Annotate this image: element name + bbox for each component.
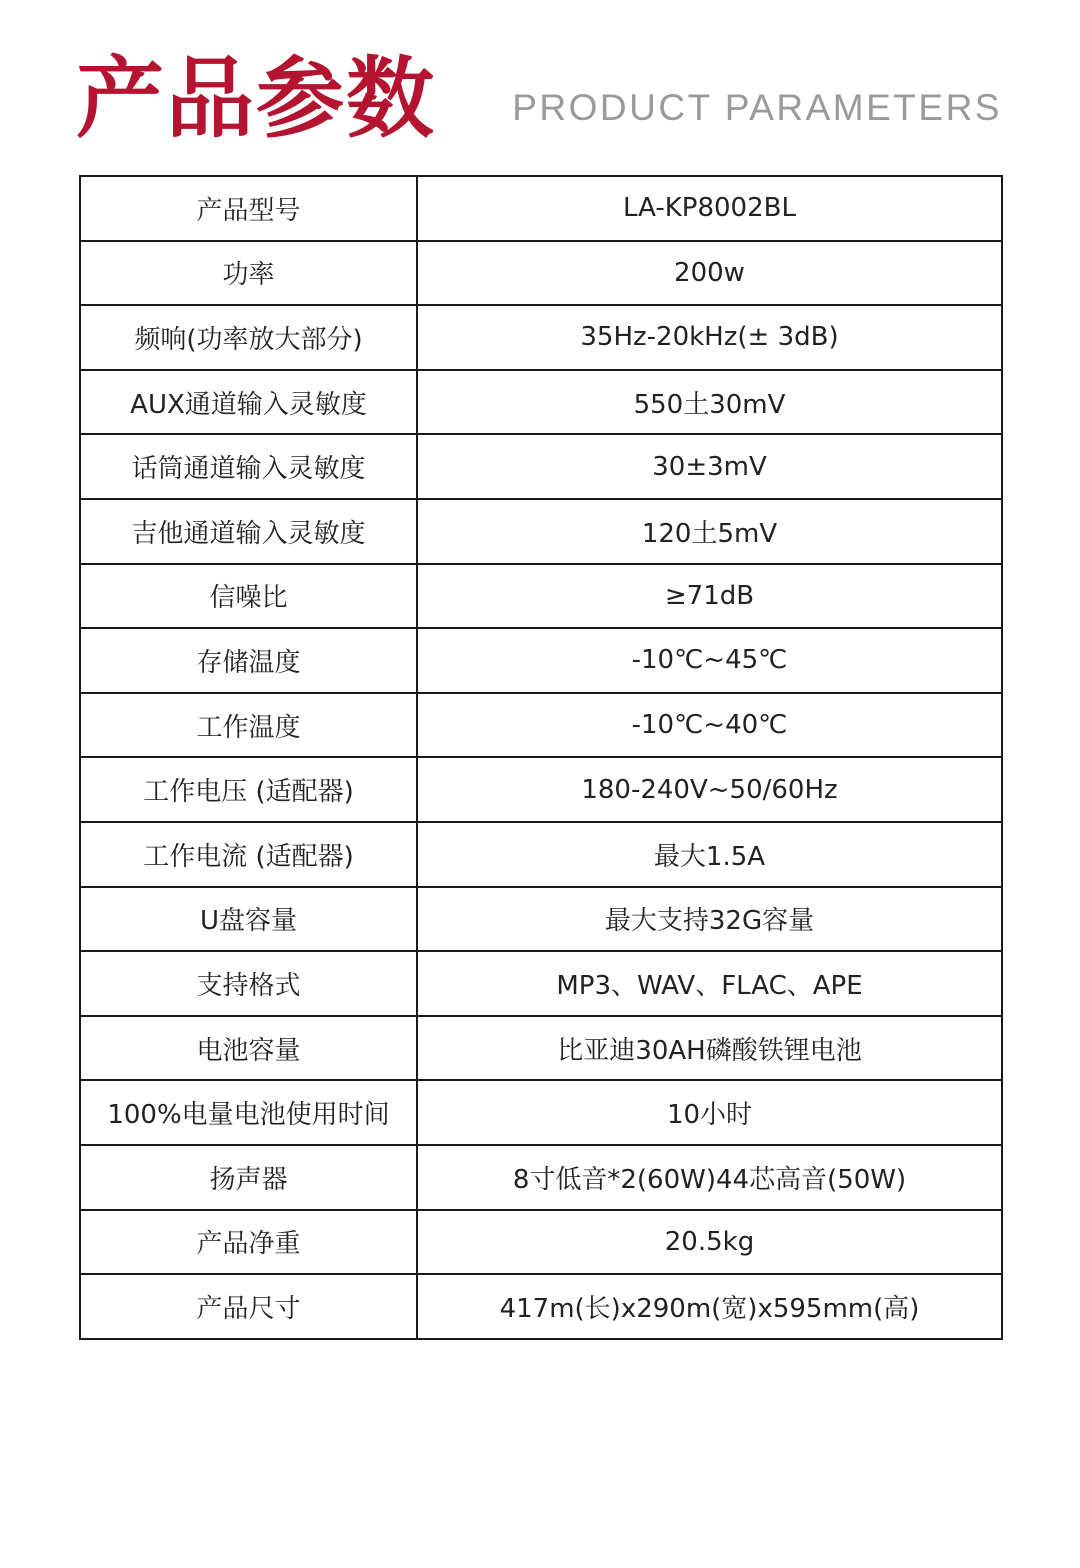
spec-label: 产品型号	[80, 176, 417, 241]
spec-row	[80, 305, 1002, 370]
spec-table	[79, 175, 1003, 1340]
spec-row	[80, 499, 1002, 564]
spec-row	[80, 822, 1002, 887]
spec-value: 550土30mV	[417, 370, 1002, 435]
spec-label: U盘容量	[80, 887, 417, 952]
spec-value: 35Hz-20kHz(± 3dB)	[417, 305, 1002, 370]
spec-value: 30±3mV	[417, 434, 1002, 499]
spec-value: 200w	[417, 241, 1002, 306]
spec-label: 信噪比	[80, 564, 417, 629]
spec-value: 比亚迪30AH磷酸铁锂电池	[417, 1016, 1002, 1081]
spec-row	[80, 434, 1002, 499]
spec-label: 功率	[80, 241, 417, 306]
spec-label: 吉他通道输入灵敏度	[80, 499, 417, 564]
spec-value: MP3、WAV、FLAC、APE	[417, 951, 1002, 1016]
spec-value: LA-KP8002BL	[417, 176, 1002, 241]
spec-value: -10℃~40℃	[417, 693, 1002, 758]
spec-row	[80, 1080, 1002, 1145]
page-header	[0, 0, 1080, 175]
spec-value: 417m(长)x290m(宽)x595mm(高)	[417, 1274, 1002, 1339]
spec-value: 8寸低音*2(60W)44芯高音(50W)	[417, 1145, 1002, 1210]
spec-label: 产品净重	[80, 1210, 417, 1275]
spec-label: 工作电压 (适配器)	[80, 757, 417, 822]
spec-row	[80, 176, 1002, 241]
spec-label: 存储温度	[80, 628, 417, 693]
spec-value: ≥71dB	[417, 564, 1002, 629]
spec-row	[80, 628, 1002, 693]
spec-row	[80, 1274, 1002, 1339]
spec-row	[80, 887, 1002, 952]
spec-value: -10℃~45℃	[417, 628, 1002, 693]
spec-label: 频响(功率放大部分)	[80, 305, 417, 370]
spec-label: 话筒通道输入灵敏度	[80, 434, 417, 499]
spec-label: 电池容量	[80, 1016, 417, 1081]
spec-row	[80, 951, 1002, 1016]
spec-row	[80, 241, 1002, 306]
spec-label: 产品尺寸	[80, 1274, 417, 1339]
spec-value: 最大支持32G容量	[417, 887, 1002, 952]
spec-row	[80, 1016, 1002, 1081]
spec-label: AUX通道输入灵敏度	[80, 370, 417, 435]
spec-label: 扬声器	[80, 1145, 417, 1210]
spec-row	[80, 693, 1002, 758]
spec-row	[80, 1145, 1002, 1210]
spec-value: 最大1.5A	[417, 822, 1002, 887]
spec-value: 120土5mV	[417, 499, 1002, 564]
spec-row	[80, 757, 1002, 822]
spec-row	[80, 370, 1002, 435]
spec-label: 工作温度	[80, 693, 417, 758]
page-subtitle: PRODUCT PARAMETERS	[512, 87, 1002, 128]
spec-label: 支持格式	[80, 951, 417, 1016]
spec-value: 10小时	[417, 1080, 1002, 1145]
spec-value: 20.5kg	[417, 1210, 1002, 1275]
spec-row	[80, 564, 1002, 629]
spec-label: 100%电量电池使用时间	[80, 1080, 417, 1145]
spec-label: 工作电流 (适配器)	[80, 822, 417, 887]
spec-value: 180-240V~50/60Hz	[417, 757, 1002, 822]
spec-row	[80, 1210, 1002, 1275]
page-title: 产品参数	[76, 47, 437, 150]
